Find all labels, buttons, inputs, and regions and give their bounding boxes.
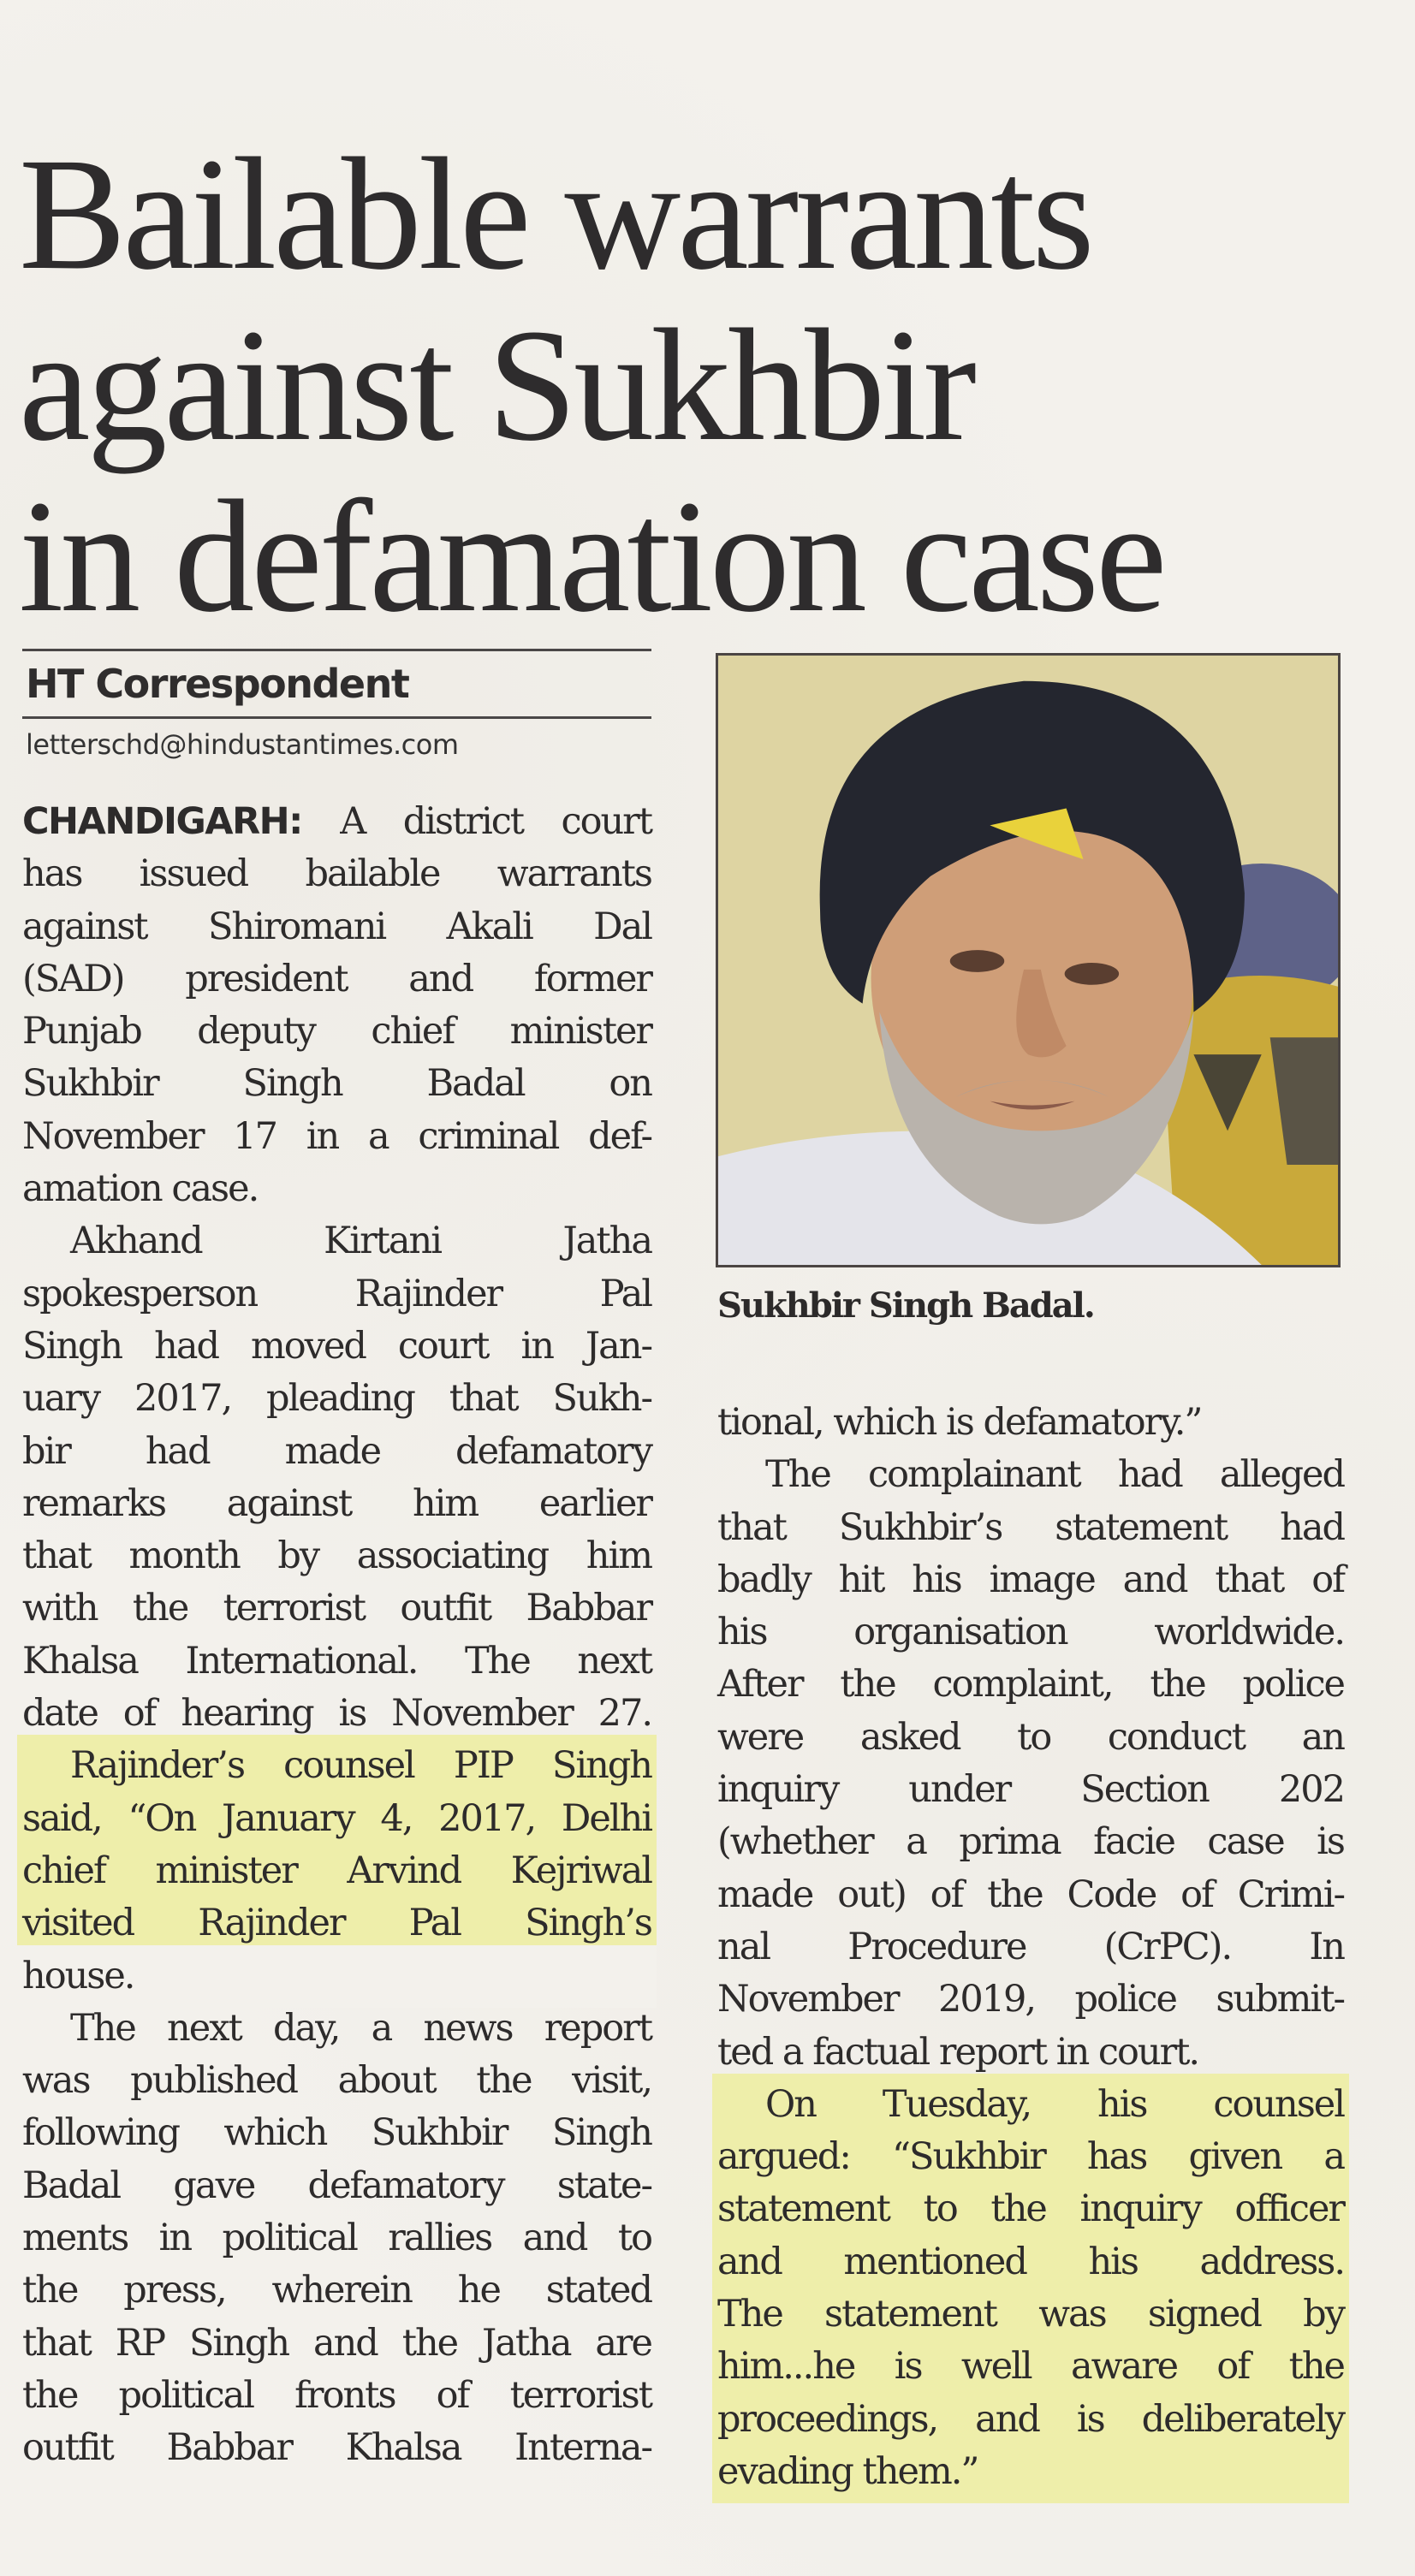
text-line: A district court [301, 800, 651, 843]
paragraph [22, 2003, 651, 2475]
highlighted-paragraph [717, 2079, 1344, 2498]
text-line: Singh had moved court in Jan- [22, 1324, 651, 1368]
text-line: amation case. [22, 1167, 259, 1211]
text-line: evading them.” [717, 2449, 978, 2493]
text-line: nal Procedure (CrPC). In [717, 1925, 1344, 1968]
text-line: spokesperson Rajinder Pal [22, 1272, 651, 1315]
text-line: (SAD) president and former [22, 957, 651, 1000]
text-line: November 17 in a criminal def- [22, 1114, 651, 1158]
text-line: bir had made defamatory [22, 1429, 651, 1473]
text-line: following which Sukhbir Singh [22, 2111, 651, 2155]
text-line: The complainant had alleged [765, 1453, 1344, 1497]
text-line: The next day, a news report [70, 2006, 651, 2050]
text-line: Khalsa International. The next [22, 1639, 651, 1683]
text-line: Badal gave defamatory state- [22, 2163, 651, 2207]
dateline: CHANDIGARH: [22, 800, 302, 843]
text-line: tional, which is defamatory.” [717, 1401, 1202, 1444]
text-line: Sukhbir Singh Badal on [22, 1062, 651, 1106]
text-line: Punjab deputy chief minister [22, 1010, 651, 1054]
article-column-right [717, 1397, 1344, 2498]
text-line: argued: “Sukhbir has given a [717, 2135, 1344, 2179]
text-line: badly hit his image and that of [717, 1558, 1344, 1601]
text-line: remarks against him earlier [22, 1481, 651, 1525]
text-line: The statement was signed by [717, 2293, 1344, 2336]
headline [19, 124, 1303, 645]
text-line: his organisation worldwide. [717, 1611, 1344, 1654]
text-line: outfit Babbar Khalsa Interna- [22, 2426, 651, 2470]
text-line: uary 2017, pleading that Sukh- [22, 1377, 651, 1421]
text-line: (whether a prima facie case is [717, 1820, 1344, 1864]
text-line: chief minister Arvind Kejriwal [22, 1849, 651, 1892]
text-line: with the terrorist outfit Babbar [22, 1587, 651, 1630]
text-line: On Tuesday, his counsel [765, 2082, 1344, 2126]
text-line: that Sukhbir’s statement had [717, 1505, 1344, 1549]
text-line: After the complaint, the police [717, 1663, 1344, 1706]
text-line: inquiry under Section 202 [717, 1768, 1344, 1812]
article-photo [716, 653, 1341, 1267]
byline-email: letterschd@hindustantimes.com [26, 728, 459, 761]
text-line: were asked to conduct an [717, 1715, 1344, 1759]
text-line: said, “On January 4, 2017, Delhi [22, 1796, 651, 1840]
article-column-left [22, 796, 651, 2475]
text-line: Akhand Kirtani Jatha [70, 1220, 651, 1263]
text-line: house. [22, 1950, 651, 2003]
text-line: proceedings, and is deliberately [717, 2397, 1344, 2441]
text-line: ments in political rallies and to [22, 2217, 651, 2260]
paragraph [22, 1215, 651, 1740]
text-line: ted a factual report in court. [717, 2030, 1199, 2074]
paragraph [717, 1449, 1344, 2079]
paragraph-continuation [717, 1397, 1344, 1449]
headline-line: Bailable warrants [19, 124, 1091, 303]
text-line: the press, wherein he stated [22, 2269, 651, 2312]
photo-caption: Sukhbir Singh Badal. [717, 1285, 1094, 1326]
text-line: visited Rajinder Pal Singh’s [22, 1902, 651, 1945]
headline-line: in defamation case [19, 466, 1164, 645]
text-line: has issued bailable warrants [22, 852, 651, 896]
text-line: Rajinder’s counsel PIP Singh [70, 1744, 651, 1788]
text-line: was published about the visit, [22, 2059, 651, 2103]
text-line: that month by associating him [22, 1534, 651, 1578]
text-line: that RP Singh and the Jatha are [22, 2321, 651, 2365]
text-line: date of hearing is November 27. [22, 1692, 651, 1736]
paragraph-lead [22, 796, 651, 1215]
text-line: against Shiromani Akali Dal [22, 905, 651, 948]
portrait-image [718, 656, 1338, 1265]
text-line: November 2019, police submit- [717, 1978, 1344, 2021]
highlighted-paragraph [22, 1740, 651, 2002]
byline [22, 649, 651, 770]
text-line: statement to the inquiry officer [717, 2187, 1344, 2231]
text-line: the political fronts of terrorist [22, 2373, 651, 2417]
text-line: made out) of the Code of Crimi- [717, 1873, 1344, 1916]
byline-author: HT Correspondent [26, 661, 409, 707]
text-line: him...he is well aware of the [717, 2345, 1344, 2389]
headline-line: against Sukhbir [19, 295, 973, 474]
text-line: and mentioned his address. [717, 2240, 1344, 2283]
